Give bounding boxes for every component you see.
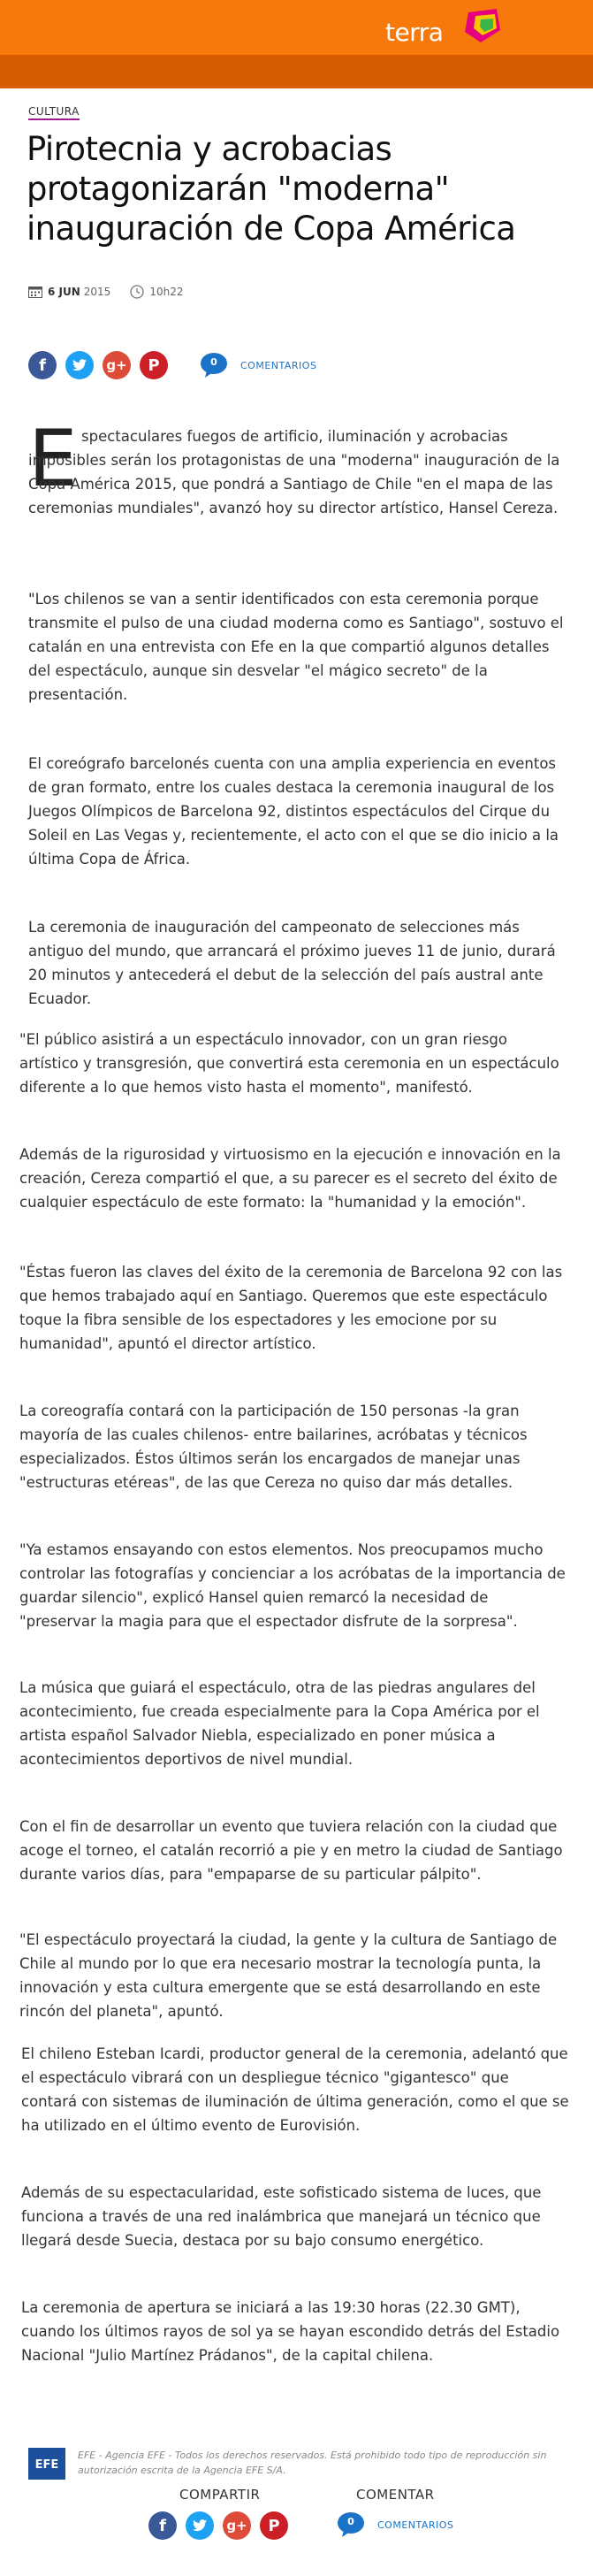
pinterest-share-button[interactable]: [140, 351, 168, 379]
top-bar: [0, 0, 593, 55]
terra-logo-icon: [463, 7, 502, 46]
comments-link-top[interactable]: [200, 352, 316, 378]
comments-label-bottom: COMENTARIOS: [377, 2519, 454, 2531]
comment-label: COMENTAR: [356, 2487, 435, 2503]
paragraph-8: La coreografía contará con la participación de 150 personas -la gran mayoría de las cuales chilenos- entre bailarines, acróbatas y técnicos especializados. Éstos últimos serán los encargados de manejar unas "estructuras etéreas", de las que Cereza no quiso dar más detalles.: [19, 1403, 528, 1491]
efe-logo: [28, 2448, 65, 2480]
facebook-icon: f: [39, 355, 46, 375]
logo-text: terra: [385, 18, 444, 47]
article-meta: [28, 285, 183, 299]
paragraph-11: Con el fin de desarrollar un evento que tuviera relación con la ciudad que acoge el torneo, el catalán recorrió a pie y en metro la ciudad de Santiago durante varios días, para "empaparse de su particular pálpito".: [19, 1818, 563, 1883]
paragraph-7: "Éstas fueron las claves del éxito de la ceremonia de Barcelona 92 con las que hemos trabajado aquí en Santiago. Queremos que este espectáculo toque la fibra sensible de los espectadores y les emocione por su humanidad", apuntó el director artístico.: [19, 1264, 563, 1352]
googleplus-share-button-bottom[interactable]: [223, 2511, 251, 2540]
paragraph-1: spectaculares fuegos de artificio, iluminación y acrobacias imposibles serán los protagonistas de una "moderna" inauguración de la Copa América 2015, que pondrá a Santiago de Chile "en el mapa de las ceremonias mundiales", avanzó hoy su director artístico, Hansel Cereza.: [28, 428, 560, 516]
twitter-share-button[interactable]: [65, 351, 94, 379]
facebook-icon: f: [159, 2516, 166, 2535]
googleplus-icon: g+: [106, 357, 127, 373]
paragraph-6: Además de la rigurosidad y virtuosismo en la ejecución e innovación en la creación, Cereza compartió el que, a su parecer es el secreto del éxito de cualquier espectáculo de este formato: la "humanidad y la emoción".: [19, 1146, 561, 1211]
twitter-share-button-bottom[interactable]: [186, 2511, 214, 2540]
comment-count-bottom: 0: [347, 2516, 354, 2527]
clock-icon: [130, 285, 144, 299]
paragraph-13: El chileno Esteban Icardi, productor general de la ceremonia, adelantó que el espectáculo vibrará con un despliegue técnico "gigantesco" que contará con sistemas de iluminación de última generación, como el que se ha utilizado en el último evento de Eurovisión.: [21, 2045, 569, 2134]
comments-link-bottom[interactable]: [337, 2511, 453, 2538]
googleplus-icon: g+: [226, 2518, 247, 2534]
paragraph-14: Además de su espectacularidad, este sofisticado sistema de luces, que funciona a través de una red inalámbrica que manejará un técnico que llegará desde Suecia, destaca por su bajo consumo energético.: [21, 2184, 542, 2249]
copyright-text: EFE - Agencia EFE - Todos los derechos reservados. Está prohibido todo tipo de reproducción sin autorización escrita de la Agencia EFE S/A.: [78, 2450, 547, 2476]
bottom-social-buttons: [148, 2511, 297, 2540]
comment-bubble-icon: [337, 2511, 365, 2538]
pinterest-icon: P: [268, 2516, 280, 2535]
twitter-icon: [72, 359, 87, 371]
paragraph-4: La ceremonia de inauguración del campeonato de selecciones más antiguo del mundo, que arrancará el próximo jueves 11 de junio, durará 20 minutos y antecederá el debut de la selección del país austral ante Ecuador.: [28, 919, 556, 1007]
paragraph-12: "El espectáculo proyectará la ciudad, la gente y la cultura de Santiago de Chile al mundo por lo que era necesario mostrar la tecnología punta, la innovación y esta cultura emergente que se está desarrollando en este rincón del planeta", apuntó.: [19, 1931, 558, 2020]
facebook-share-button[interactable]: [28, 351, 57, 379]
comment-count-top: 0: [210, 356, 217, 368]
category-tag[interactable]: CULTURA: [28, 105, 80, 120]
drop-cap: E: [28, 413, 78, 504]
paragraph-9: "Ya estamos ensayando con estos elementos. Nos preocupamos mucho controlar las fotografías y concienciar a los acróbatas de la importancia de guardar silencio", explicó Hansel quien remarcó la necesidad de "preservar la magia para que el espectador disfrute de la sorpresa".: [19, 1541, 566, 1630]
date-year: 2015: [83, 286, 111, 298]
facebook-share-button-bottom[interactable]: [148, 2511, 177, 2540]
paragraph-10: La música que guiará el espectáculo, otra de las piedras angulares del acontecimiento, fue creada especialmente para la Copa América por el artista español Salvador Niebla, especializado en poner música a acontecimientos deportivos de nivel mundial.: [19, 1679, 540, 1768]
twitter-icon: [193, 2519, 207, 2532]
publish-time: 10h22: [149, 286, 184, 298]
paragraph-5: "El público asistirá a un espectáculo innovador, con un gran riesgo artístico y transgresión, que convertirá esta ceremonia en un espectáculo diferente a lo que hemos visto hasta el momento", manifestó.: [19, 1031, 559, 1096]
share-bar-top: [28, 351, 316, 379]
date-day: 6 JUN: [48, 286, 80, 298]
comment-bubble-icon: [200, 352, 228, 378]
googleplus-share-button[interactable]: [103, 351, 131, 379]
efe-logo-text: EFE: [34, 2458, 59, 2472]
paragraph-2: "Los chilenos se van a sentir identificados con esta ceremonia porque transmite el pulso de una ciudad moderna como es Santiago", sostuvo el catalán en una entrevista con Efe en la que compartió algunos detalles del espectáculo, aunque sin desvelar "el mágico secreto" de la presentación.: [28, 591, 564, 703]
paragraph-15: La ceremonia de apertura se iniciará a las 19:30 horas (22.30 GMT), cuando los últimos rayos de sol ya se hayan escondido detrás del Estadio Nacional "Julio Martínez Prádanos", de la capital chilena.: [21, 2299, 560, 2364]
efe-copyright: [28, 2448, 590, 2480]
sub-bar: [0, 55, 593, 88]
comments-label-top: COMENTARIOS: [240, 359, 317, 371]
paragraph-3: El coreógrafo barcelonés cuenta con una amplia experiencia en eventos de gran formato, entre los cuales destaca la ceremonia inaugural de los Juegos Olímpicos de Barcelona 92, distintos espectáculos del Cirque du Soleil en Las Vegas y, recientemente, el acto con el que se dio inicio a la última Copa de África.: [28, 755, 559, 868]
pinterest-icon: P: [148, 355, 160, 375]
article-title: Pirotecnia y acrobacias protagonizarán "moderna" inauguración de Copa América: [27, 130, 516, 248]
calendar-icon: [28, 286, 42, 298]
pinterest-share-button-bottom[interactable]: [260, 2511, 288, 2540]
share-label: COMPARTIR: [179, 2487, 261, 2503]
